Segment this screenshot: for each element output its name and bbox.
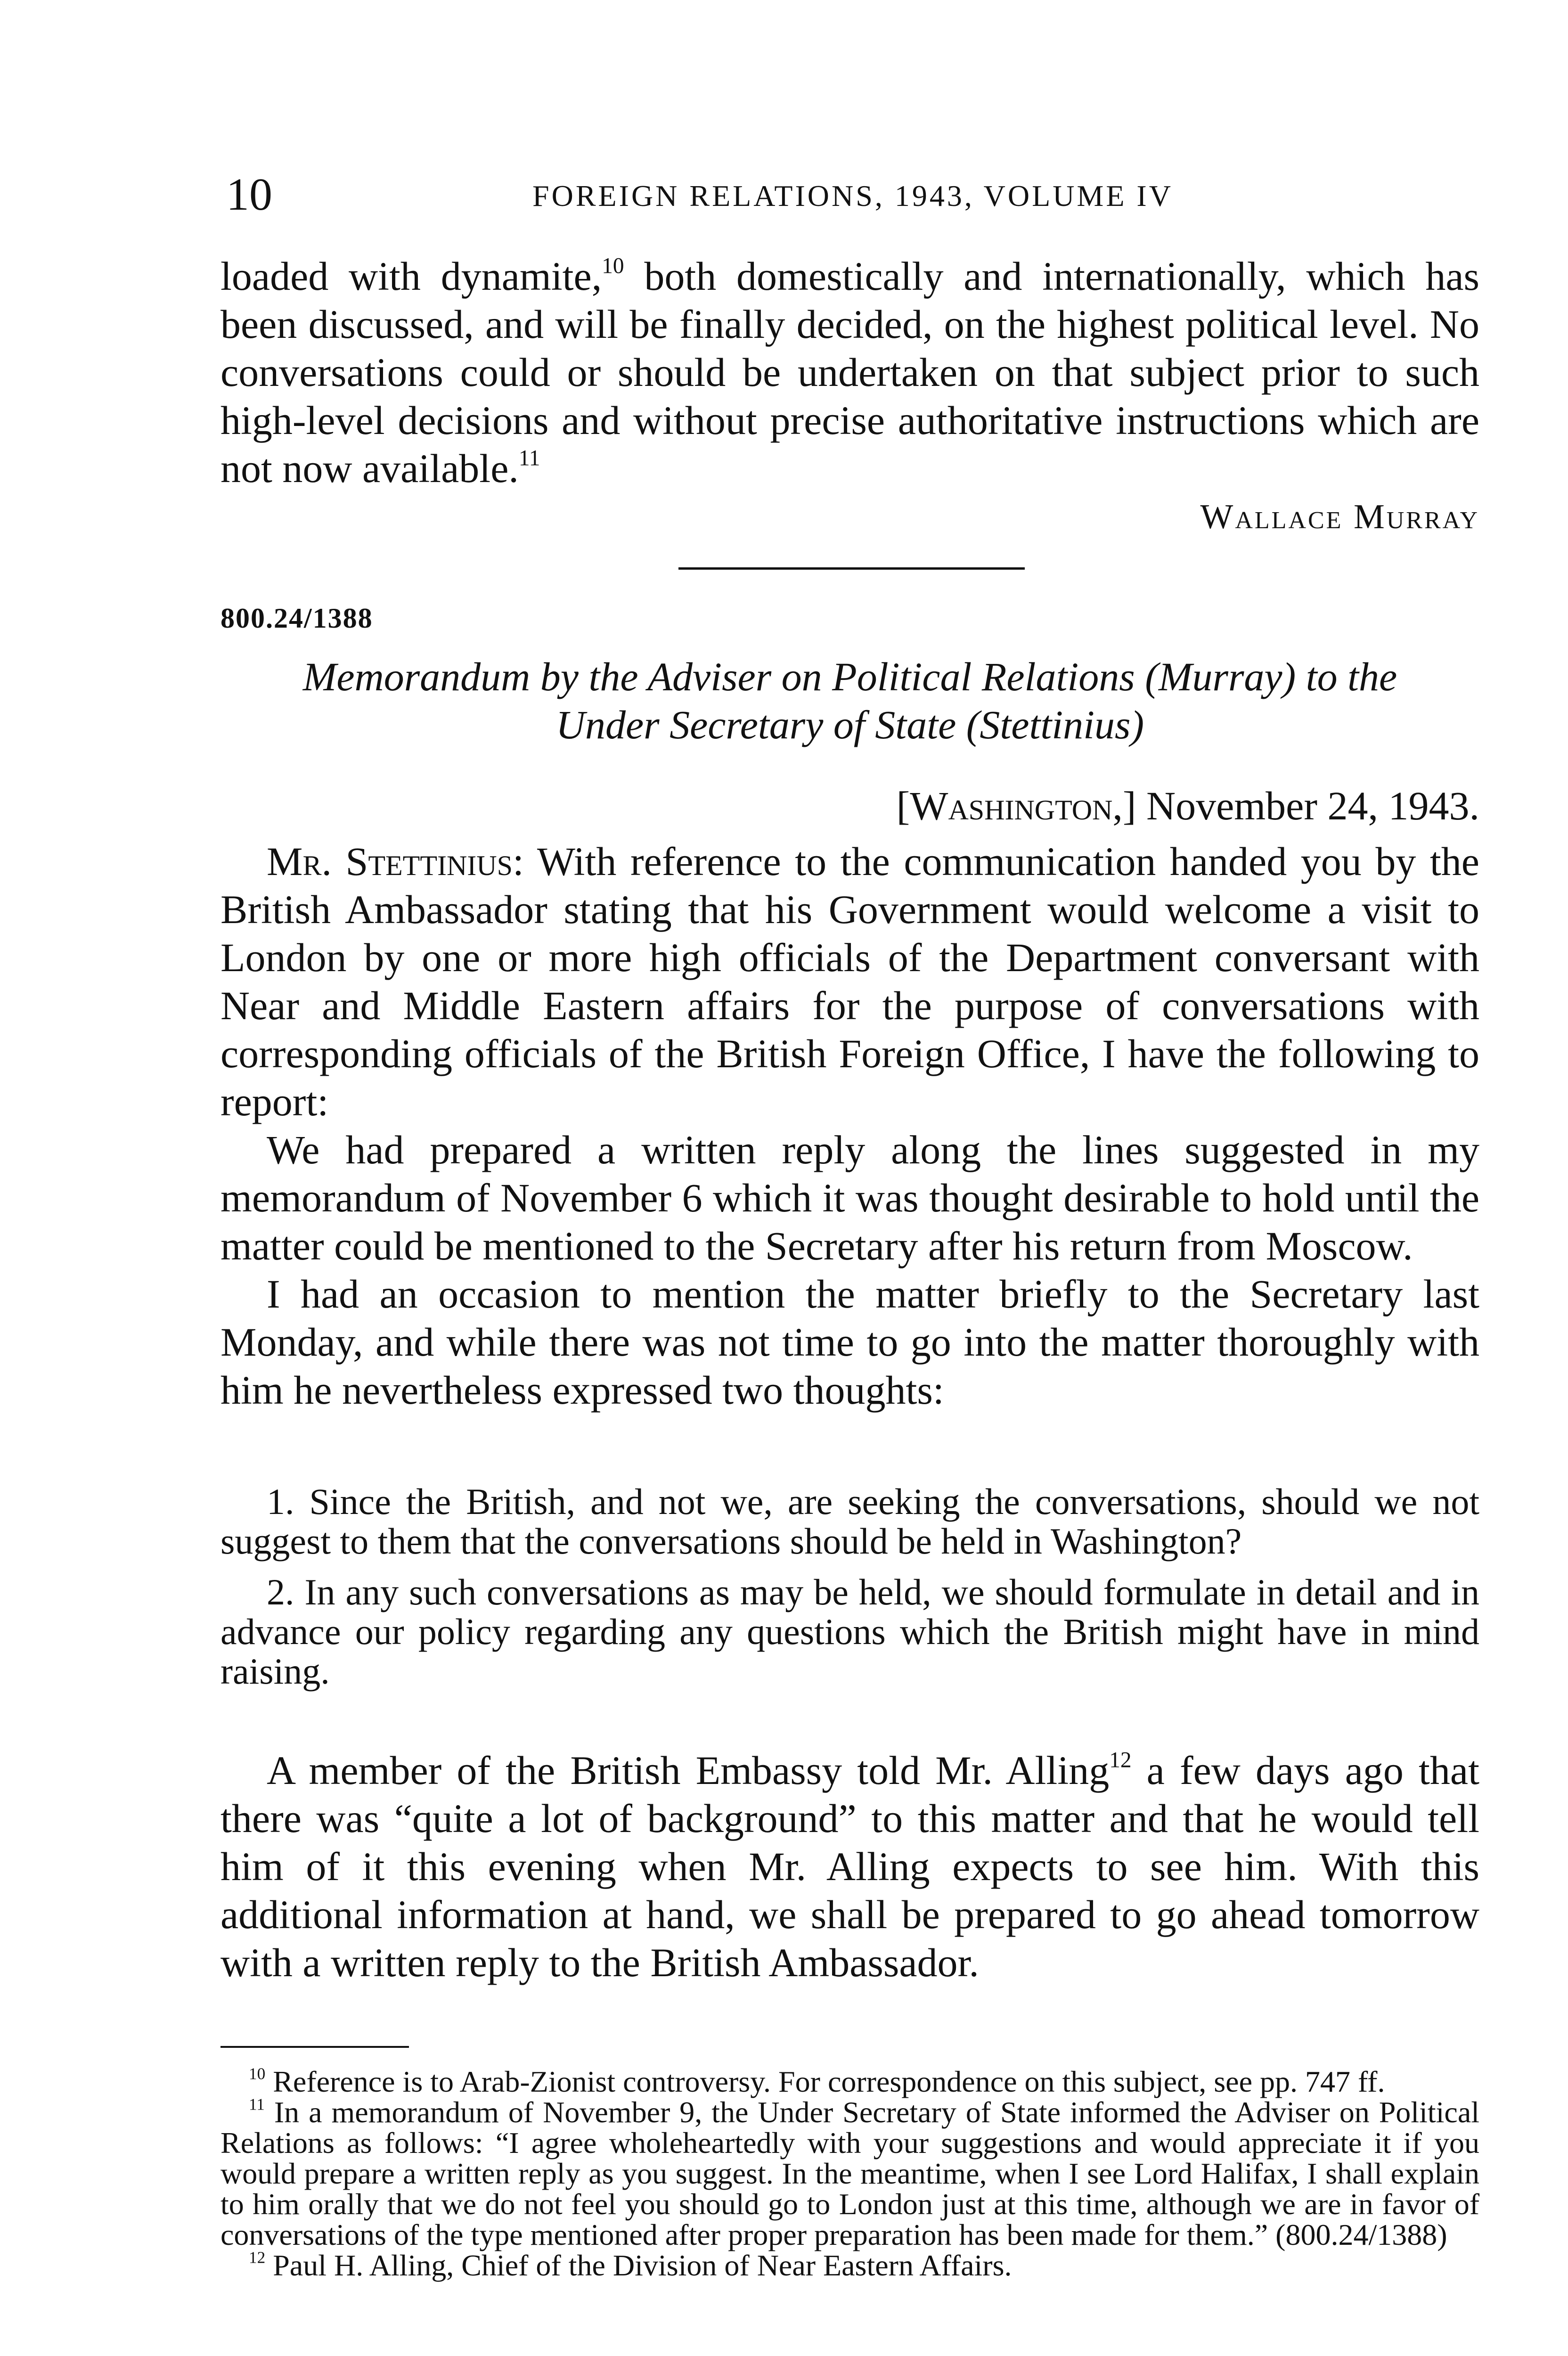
memo-paragraph-4: [220, 1746, 1479, 1987]
salutation: Mr. Stettinius: [267, 839, 513, 884]
footnote-12: [220, 2250, 1479, 2281]
memo-paragraph-1: [220, 837, 1479, 1126]
memo-paragraph-4-part-1: A member of the British Embassy told Mr. Alling: [267, 1748, 1110, 1793]
title-line-2: Under Secretary of State (Stettinius): [555, 702, 1144, 747]
memo-body: [220, 837, 1479, 1414]
file-number: 800.24/1388: [220, 603, 373, 634]
opening-text-part-2: both domestically and internationally, which has been discussed, and will be finally decided, on the highest political level. No conversations could or should be undertaken on that subject prior to such high-level decisions and without precise authoritative instructions which are not now available.: [220, 254, 1480, 491]
memo-closing: [220, 1746, 1479, 1987]
footnote-11-mark: 11: [249, 2095, 265, 2114]
memo-paragraph-4-part-2: a few days ago that there was “quite a lot of background” to this matter and that he would tell him of it this evening when Mr. Alling expects to see him. With this additional information at hand, we shall be prepared to go ahead tomorrow with a written reply to the British Ambassador.: [220, 1748, 1480, 1985]
thought-item-2: 2. In any such conversations as may be held, we should formulate in detail and in advance our policy regarding any questions which the British might have in mind raising.: [220, 1571, 1479, 1692]
footnotes: [220, 2066, 1479, 2281]
footnote-11-text: In a memorandum of November 9, the Under Secretary of State informed the Adviser on Political Relations as follows: “I agree wholeheartedly with your suggestions and would appreciate it if you would prepare a written reply as you suggest. In the meantime, when I see Lord Halifax, I shall explain to him orally that we do not feel you should go to London just at this time, although we are in favor of conversations of the type mentioned after proper preparation has been made for them.” (800.24/1388): [220, 2095, 1479, 2251]
opening-paragraph: [220, 252, 1479, 492]
footnote-12-text: Paul H. Alling, Chief of the Division of Near Eastern Affairs.: [265, 2249, 1012, 2282]
dateline: [220, 782, 1479, 829]
footnote-11: [220, 2097, 1479, 2250]
page-number: 10: [226, 169, 272, 220]
numbered-thoughts: [220, 1482, 1479, 1702]
opening-text-part-1: loaded with dynamite,: [220, 254, 602, 299]
footnote-10-mark: 10: [249, 2064, 266, 2083]
section-divider: [678, 567, 1025, 570]
opening-paragraph-text: [220, 252, 1479, 492]
thought-item-1: 1. Since the British, and not we, are seeking the conversations, should we not suggest to them that the conversations should be held in Washington?: [220, 1481, 1479, 1562]
running-head: FOREIGN RELATIONS, 1943, VOLUME IV: [532, 179, 1173, 213]
footnote-ref-10[interactable]: 10: [602, 254, 624, 278]
signature-wallace-murray: Wallace Murray: [1200, 498, 1479, 536]
footnote-ref-11[interactable]: 11: [518, 446, 540, 471]
document-title: [220, 653, 1479, 749]
footnote-10-text: Reference is to Arab-Zionist controversy. For correspondence on this subject, see pp. 747 ff.: [265, 2065, 1385, 2098]
memo-paragraph-2: We had prepared a written reply along the lines suggested in my memorandum of November 6 which it was thought desirable to hold until the matter could be mentioned to the Secretary after his return from Moscow.: [220, 1127, 1479, 1268]
footnote-ref-12[interactable]: 12: [1109, 1748, 1132, 1773]
footnote-10: [220, 2066, 1479, 2097]
footnote-divider: [220, 2046, 409, 2048]
dateline-place: [Washington,]: [896, 783, 1136, 828]
memo-paragraph-1-text: : With reference to the communication handed you by the British Ambassador stating that his Government would welcome a visit to London by one or more high officials of the Department conversant with Near and Middle Eastern affairs for the purpose of conversations with corresponding officials of the British Foreign Office, I have the following to report:: [220, 839, 1479, 1124]
footnote-12-mark: 12: [249, 2248, 266, 2267]
memo-paragraph-3: I had an occasion to mention the matter briefly to the Secretary last Monday, and while there was not time to go into the matter thoroughly with him he nevertheless expressed two thoughts:: [220, 1271, 1479, 1413]
dateline-date: November 24, 1943.: [1136, 783, 1479, 828]
title-line-1: Memorandum by the Adviser on Political Relations (Murray) to the: [302, 654, 1397, 699]
page-header: [226, 169, 1479, 221]
